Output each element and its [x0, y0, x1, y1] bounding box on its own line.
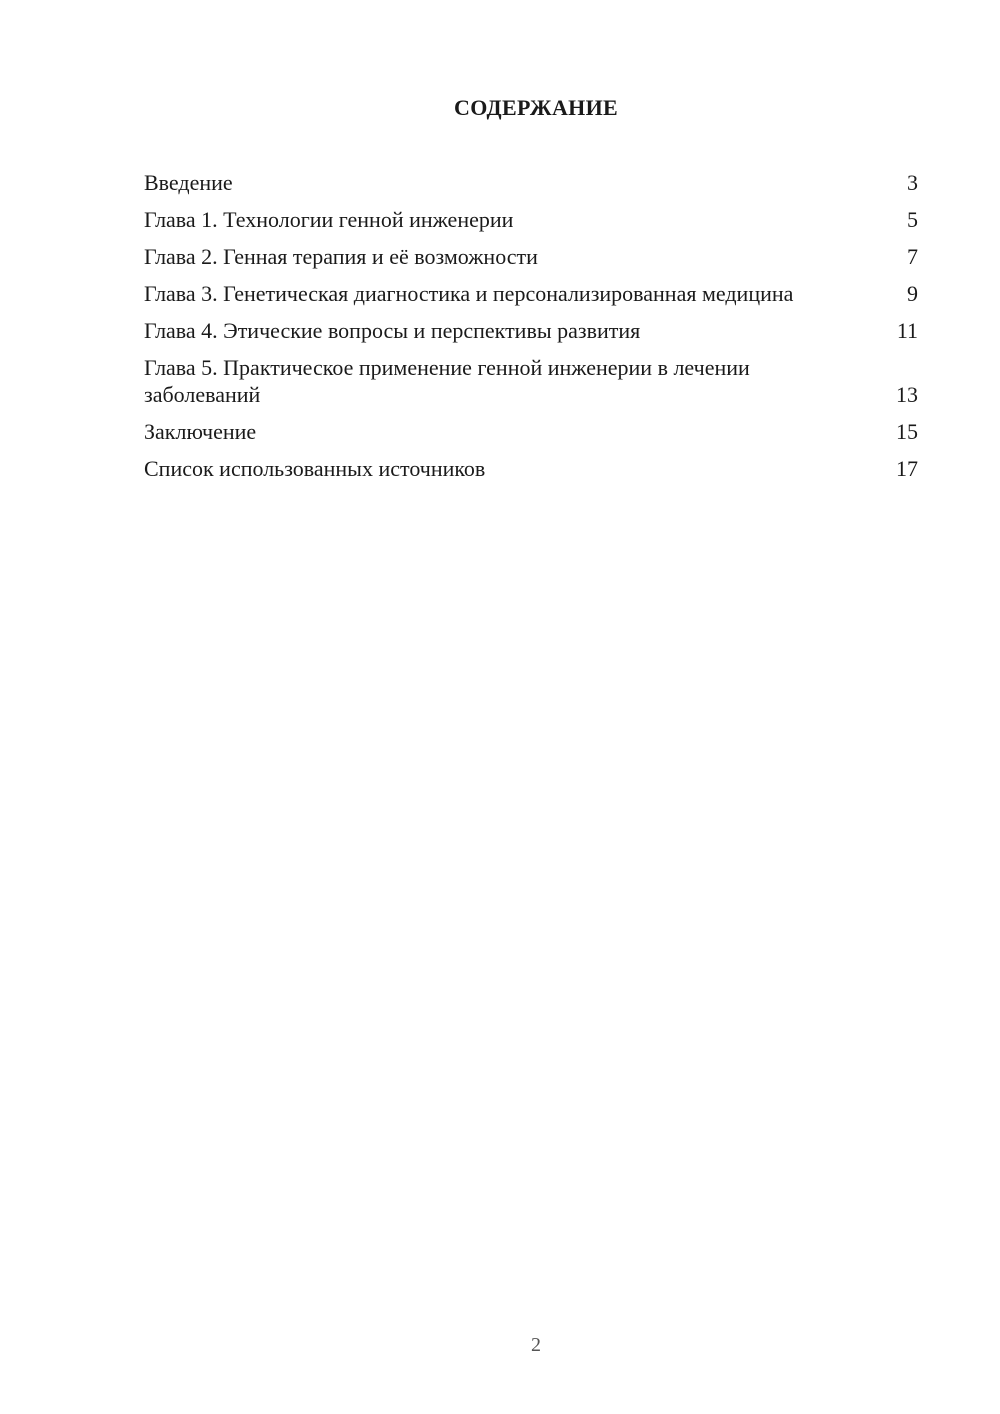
page-number: 2 — [531, 1334, 541, 1356]
toc-item — [144, 280, 918, 307]
toc-item-page: 15 — [896, 419, 918, 444]
table-of-contents — [144, 169, 918, 492]
toc-item-title: Глава 1. Технологии генной инженерии — [144, 207, 514, 232]
toc-item — [144, 455, 918, 482]
toc-item-page: 5 — [907, 207, 918, 232]
toc-item — [144, 169, 918, 196]
page-title: СОДЕРЖАНИЕ — [454, 95, 618, 120]
toc-item — [144, 354, 918, 408]
toc-item-title: Глава 4. Этические вопросы и перспективы развития — [144, 318, 641, 343]
toc-item-page: 13 — [896, 382, 918, 407]
toc-item-title: Глава 2. Генная терапия и её возможности — [144, 244, 538, 269]
toc-item-title: Введение — [144, 170, 233, 195]
toc-item-title: Глава 3. Генетическая диагностика и персонализированная медицина — [144, 281, 794, 306]
toc-item — [144, 418, 918, 445]
toc-item-page: 11 — [896, 318, 918, 343]
toc-item-page: 17 — [896, 456, 918, 481]
toc-item-title: Глава 5. Практическое применение генной инженерии в лечении заболеваний — [144, 355, 750, 407]
toc-item — [144, 243, 918, 270]
toc-item — [144, 206, 918, 233]
toc-item-page: 3 — [907, 170, 918, 195]
toc-item-title: Список использованных источников — [144, 456, 486, 481]
toc-item — [144, 317, 918, 344]
toc-item-page: 7 — [907, 244, 918, 269]
toc-item-page: 9 — [907, 281, 918, 306]
toc-item-title: Заключение — [144, 419, 257, 444]
